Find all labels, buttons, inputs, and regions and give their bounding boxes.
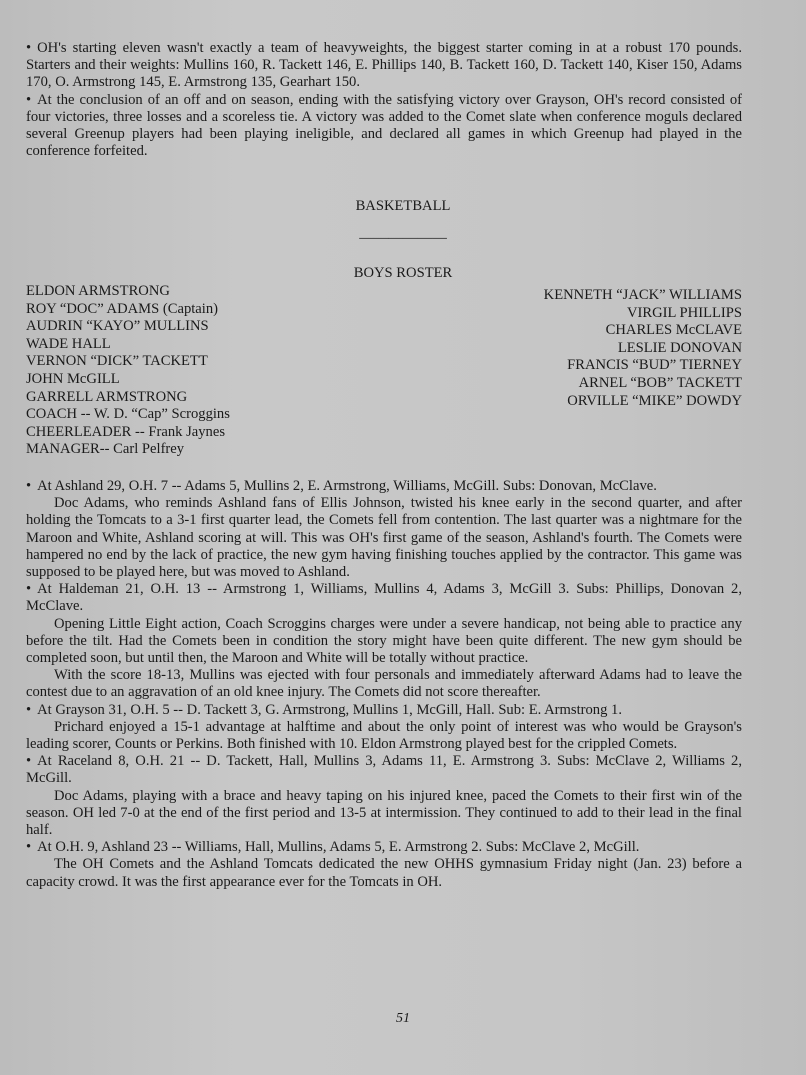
roster-entry: VERNON “DICK” TACKETT [26,353,208,370]
game-story: Prichard enjoyed a 15-1 advantage at halftime and about the only point of interest was who would be Grayson's leading scorer, Counts or Perkins. Both finished with 10. Eldon Armstrong played best for the crippled Comets. [26,718,742,753]
section-title: BASKETBALL [355,198,451,214]
cheerleader-entry: CHEERLEADER -- Frank Jaynes [26,423,226,440]
game-summary: • At Raceland 8, O.H. 21 -- D. Tackett, Hall, Mullins 3, Adams 11, E. Armstrong 3. Subs: McClave 2, Williams 2, McGill. [26,753,742,787]
roster-entry: ROY “DOC” ADAMS (Captain) [26,300,218,317]
roster-entry: LESLIE DONOVAN [617,339,742,356]
starters-paragraph: • OH's starting eleven wasn't exactly a team of heavyweights, the biggest starter coming in at a robust 170 pounds. Starters and their weights: Mullins 160, R. Tackett 146, E. Phillips 140, B. Tackett 160, D. Tackett 140, Kiser 150, Adams 170, O. Armstrong 145, E. Armstrong 135, Gearhart 150. [26,40,742,92]
game-story: With the score 18-13, Mullins was ejected with four personals and immediately afterward Adams had to leave the contest due to an aggravation of an old knee injury. The Comets did not score thereafter. [26,667,742,701]
football-notes [26,40,742,160]
roster-entry: ELDON ARMSTRONG [26,283,170,299]
roster-right-column [544,287,742,410]
roster-entry: ARNEL “BOB” TACKETT [578,374,742,391]
game-reports [26,478,742,891]
coach-entry: COACH -- W. D. “Cap” Scroggins [26,406,230,423]
roster-entry: WADE HALL [26,335,111,352]
roster-entry: VIRGIL PHILLIPS [627,304,742,321]
section-divider: —————— [359,230,447,246]
game-story: The OH Comets and the Ashland Tomcats dedicated the new OHHS gymnasium Friday night (Jan. 23) before a capacity crowd. It was the first appearance ever for the Tomcats in OH. [26,856,742,890]
season-summary-paragraph: • At the conclusion of an off and on season, ending with the satisfying victory over Grayson, OH's record consisted of four victories, three losses and a scoreless tie. A victory was added to the Comet slate when conference moguls declared several Greenup players had been playing ineligible, and declared all games in which Greenup had played in the conference forfeited. [26,92,742,161]
manager-entry: MANAGER-- Carl Pelfrey [26,441,185,458]
game-story: Opening Little Eight action, Coach Scroggins charges were under a severe handicap, not being able to practice any before the tilt. Had the Comets been in condition the story might have been quite different. The new gym should be completed soon, but until then, the Maroon and White will be totally without practice. [26,615,742,667]
roster-entry: CHARLES McCLAVE [605,322,742,339]
game-summary: • At Grayson 31, O.H. 5 -- D. Tackett 3, G. Armstrong, Mullins 1, McGill, Hall. Sub: E. Armstrong 1. [26,702,742,719]
roster-entry: AUDRIN “KAYO” MULLINS [26,318,209,335]
roster-entry: FRANCIS “BUD” TIERNEY [567,357,742,374]
game-summary: • At O.H. 9, Ashland 23 -- Williams, Hall, Mullins, Adams 5, E. Armstrong 2. Subs: McClave 2, McGill. [26,839,742,856]
page-number: 51 [396,1011,410,1026]
roster-entry: GARRELL ARMSTRONG [26,388,188,405]
game-story: Doc Adams, playing with a brace and heavy taping on his injured knee, paced the Comets to their first win of the season. OH led 7-0 at the end of the first period and 13-5 at intermission. They continued to add to their lead in the final half. [26,787,742,839]
game-story: Doc Adams, who reminds Ashland fans of Ellis Johnson, twisted his knee early in the second quarter, and after holding the Tomcats to a 3-1 first quarter lead, the Comets fell from contention. The last quarter was a nightmare for the Maroon and White, Ashland scoring at will. This was OH's first game of the season, Ashland's fourth. The Comets were hampered no end by the lack of practice, the new gym having finishing touches applied by the contractor. This game was supposed to be played here, but was moved to Ashland. [26,495,742,581]
game-summary: • At Ashland 29, O.H. 7 -- Adams 5, Mullins 2, E. Armstrong, Williams, McGill. Subs: Donovan, McClave. [26,478,742,495]
roster-left-column [26,283,230,459]
roster-entry: ORVILLE “MIKE” DOWDY [567,392,742,409]
roster-entry: JOHN McGILL [26,370,120,387]
roster-entry: KENNETH “JACK” WILLIAMS [543,287,742,303]
roster-title: BOYS ROSTER [353,265,453,281]
game-summary: • At Haldeman 21, O.H. 13 -- Armstrong 1, Williams, Mullins 4, Adams 3, McGill 3. Subs: Phillips, Donovan 2, McClave. [26,581,742,615]
